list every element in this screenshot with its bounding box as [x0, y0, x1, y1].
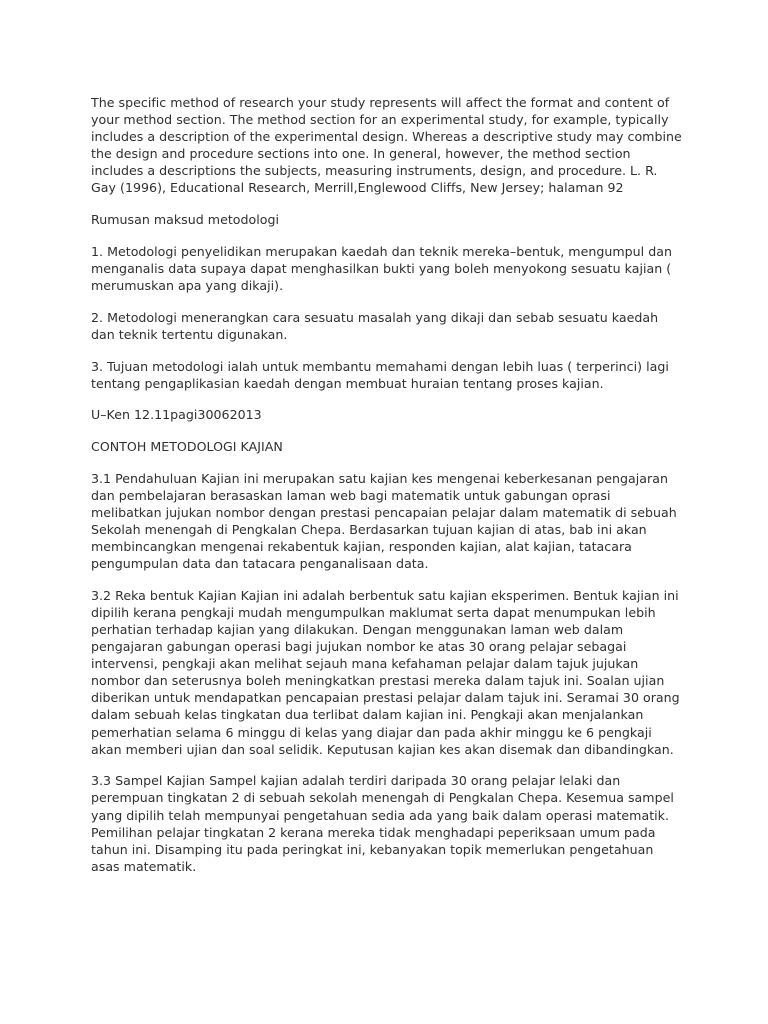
section-heading-rumusan: Rumusan maksud metodologi [91, 212, 280, 228]
document-body [91, 94, 683, 890]
author-timestamp: U–Ken 12.11pagi30062013 [91, 407, 262, 423]
section-3-2-paragraph: 3.2 Reka bentuk Kajian Kajian ini adalah berbentuk satu kajian eksperimen. Bentuk kajian ini dipilih kerana pengkaji mudah mengumpulkan maklumat serta dapat menumpukan lebih perhatian terhadap kajian yang dilakukan. Dengan menggunakan laman web dalam pengajaran gabungan operasi bagi jujukan nombor ke atas 30 orang pelajar sebagai intervensi, pengkaji akan melihat sejauh mana kefahaman pelajar dalam tajuk jujukan nombor dan seterusnya boleh meningkatkan prestasi mereka dalam tajuk ini. Soalan ujian diberikan untuk mendapatkan pencapaian prestasi pelajar dalam tajuk ini. Seramai 30 orang dalam sebuah kelas tingkatan dua terlibat dalam kajian ini. Pengkaji akan menjalankan pemerhatian selama 6 minggu di kelas yang diajar dan pada akhir minggu ke 6 pengkaji akan memberi ujian dan soal selidik. Keputusan kajian kes akan disemak dan dibandingkan. [91, 587, 680, 757]
section-3-1-paragraph: 3.1 Pendahuluan Kajian ini merupakan satu kajian kes mengenai keberkesanan pengajaran dan pembelajaran berasaskan laman web bagi matematik untuk gabungan oprasi melibatkan jujukan nombor dengan prestasi pencapaian pelajar dalam matematik di sebuah Sekolah menengah di Pengkalan Chepa. Berdasarkan tujuan kajian di atas, bab ini akan membincangkan mengenai rekabentuk kajian, responden kajian, alat kajian, tatacara pengumpulan data dan tatacara penganalisaan data. [91, 470, 677, 572]
section-3-3-paragraph: 3.3 Sampel Kajian Sampel kajian adalah terdiri daripada 30 orang pelajar lelaki dan perempuan tingkatan 2 di sebuah sekolah menengah di Pengkalan Chepa. Kesemua sampel yang dipilih telah mempunyai pengetahuan sedia ada yang baik dalam operasi matematik. Pemilihan pelajar tingkatan 2 kerana mereka tidak menghadapi peperiksaan umum pada tahun ini. Disamping itu pada peringkat ini, kebanyakan topik memerlukan pengetahuan asas matematik. [91, 773, 674, 874]
point-2-paragraph: 2. Metodologi menerangkan cara sesuatu masalah yang dikaji dan sebab sesuatu kaedah dan teknik tertentu digunakan. [91, 309, 659, 342]
section-heading-contoh: CONTOH METODOLOGI KAJIAN [91, 438, 283, 454]
point-3-paragraph: 3. Tujuan metodologi ialah untuk membantu memahami dengan lebih luas ( terperinci) lagi tentang pengaplikasian kaedah dengan membuat huraian tentang proses kajian. [91, 358, 669, 391]
intro-paragraph: The specific method of research your study represents will affect the format and content of your method section. The method section for an experimental study, for example, typically includes a description of the experimental design. Whereas a descriptive study may combine the design and procedure sections into one. In general, however, the method section includes a descriptions the subjects, measuring instruments, design, and procedure. L. R. Gay (1996), Educational Research, Merrill,Englewood Cliffs, New Jersey; halaman 92 [91, 95, 682, 196]
point-1-paragraph: 1. Metodologi penyelidikan merupakan kaedah dan teknik mereka–bentuk, mengumpul dan menganalis data supaya dapat menghasilkan bukti yang boleh menyokong sesuatu kajian ( merumuskan apa yang dikaji). [91, 243, 672, 294]
